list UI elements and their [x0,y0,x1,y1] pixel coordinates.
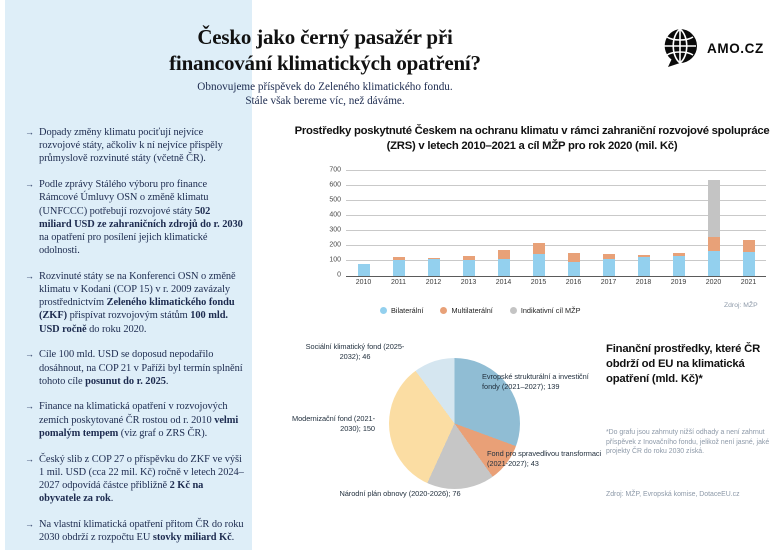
sidebar-bullet-6 [25,453,245,506]
bar-group [521,171,556,286]
y-axis-tick-label: 600 [329,181,341,189]
bar-group [346,171,381,286]
sidebar-bullet-text: Rozvinuté státy se na Konferenci OSN o změně klimatu v Kodani (COP 15) v r. 2009 zavázaly prostřednictvím Zeleného klimatického fondu (ZKF) přispívat rozvojovým státům 100 mld. USD ročně do roku 2020. [39,270,236,335]
y-axis-tick-label: 400 [329,211,341,219]
x-axis-tick-label: 2021 [740,279,757,286]
bar-group [416,171,451,286]
legend-item [380,306,423,315]
bar-stack [533,171,545,276]
bar-stack [358,171,370,276]
bar-group [486,171,521,286]
bar-stack [708,171,720,276]
page-title-line-1: Česko jako černý pasažér při [197,25,453,49]
page-title-line-2: financování klimatických opatření? [169,51,481,75]
pie-chart-footnote: *Do grafu jsou zahrnuty nižší odhady a není zahrnut příspěvek z Inovačního fondu, jelikož není jasné, jaké projekty ČR do roku 2030 získá. [606,429,770,456]
sidebar-bullet-3 [25,270,245,336]
bar-group [661,171,696,286]
page-subtitle-line-1: Obnovujeme příspěvek do Zeleného klimatického fondu. [197,81,453,93]
bar-group [731,171,766,286]
pie-label-social-climate-fund: Sociální klimatický fond (2025-2032); 46 [305,342,405,361]
page-subtitle-line-2: Stále však bereme víc, než dáváme. [245,95,405,107]
sidebar-bullet-5 [25,400,245,440]
x-axis-tick-label: 2016 [565,279,582,286]
y-axis-tick-label: 0 [337,271,341,279]
bar-chart [308,165,770,293]
bar-group [451,171,486,286]
legend-color-swatch [380,307,387,314]
arrow-right-icon: → [25,179,34,190]
bar-stack [498,171,510,276]
bar-segment-multilateral [568,253,580,262]
bar-segment-bilateral [428,259,440,276]
legend-item [510,306,581,315]
pie-chart [277,336,607,541]
bar-stack [428,171,440,276]
arrow-right-icon: → [25,453,34,464]
bar-segment-bilateral [638,257,650,276]
x-axis-tick-label: 2018 [635,279,652,286]
x-axis-tick-label: 2013 [460,279,477,286]
arrow-right-icon: → [25,270,34,281]
bar-chart-bars [346,171,766,286]
pie-chart-source: Zdroj: MŽP, Evropská komise, DotaceEU.cz [606,491,740,498]
bar-stack [743,171,755,276]
sidebar-bullet-list [25,126,245,550]
bar-group [696,171,731,286]
y-axis-tick-label: 500 [329,196,341,204]
arrow-right-icon: → [25,127,34,137]
bar-group [626,171,661,286]
sidebar-bullet-text: Na vlastní klimatická opatření přitom ČR do roku 2030 obdrží z rozpočtu EU stovky miliard Kč. [39,518,244,544]
bar-segment-multilateral [498,250,510,259]
y-axis-tick-label: 700 [329,166,341,174]
bar-segment-multilateral [533,243,545,254]
bar-segment-multilateral [708,237,720,252]
bar-segment-bilateral [568,262,580,276]
sidebar-bullet-7 [25,518,245,544]
legend-color-swatch [440,307,447,314]
bar-group [591,171,626,286]
bar-chart-title: Prostředky poskytnuté Českem na ochranu klimatu v rámci zahraniční rozvojové spolupráce (ZRS) v letech 2010–2021 a cíl MŽP pro rok 2020 (mil. Kč) [294,125,770,152]
brand-name: AMO.CZ [707,40,764,56]
arrow-right-icon: → [25,518,34,529]
bar-stack [568,171,580,276]
legend-item [440,306,492,315]
sidebar-bullet-text: Finance na klimatická opatření v rozvojových zemích poskytované ČR rostou od r. 2010 velmi pomalým tempem (viz graf o ZRS ČR). [39,401,239,439]
y-axis-tick-label: 300 [329,226,341,234]
legend-label: Multilaterální [451,306,493,315]
x-axis-tick-label: 2017 [600,279,617,286]
arrow-right-icon: → [25,349,34,360]
pie-label-esif: Evropské strukturální a investiční fondy (2021–2027); 139 [482,372,589,391]
x-axis-tick-label: 2011 [390,279,407,286]
x-axis-tick-label: 2014 [495,279,512,286]
x-axis-tick-label: 2010 [355,279,372,286]
bar-group [381,171,416,286]
pie-chart-heading: Finanční prostředky, které ČR obdrží od EU na klimatická opatření (mld. Kč)* [606,343,761,385]
sidebar-bullet-4 [25,348,245,388]
bar-segment-bilateral [673,256,685,276]
bar-stack [673,171,685,276]
sidebar-bullet-text: Dopady změny klimatu pociťují nejvíce rozvojové státy, ačkoliv k ní nejvíce přispěly průmyslově rozvinuté státy (včetně ČR). [39,127,223,165]
bar-segment-multilateral [743,240,755,252]
y-axis-tick-label: 100 [329,256,341,264]
bar-segment-bilateral [498,259,510,276]
bar-chart-source: Zdroj: MŽP [724,302,758,309]
sidebar-bullet-1 [25,126,245,166]
y-axis-tick-label: 200 [329,241,341,249]
pie-label-national-recovery-plan: Národní plán obnovy (2020-2026); 76 [339,489,461,498]
x-axis-tick-label: 2019 [670,279,687,286]
sidebar-bullet-2 [25,178,245,257]
bar-chart-plot-area [329,166,766,286]
legend-label: Indikativní cíl MŽP [520,306,581,315]
bar-stack [638,171,650,276]
pie-label-just-transition-fund: Fond pro spravedlivou transformaci (2021-2027); 43 [487,449,602,468]
bar-stack [393,171,405,276]
sidebar-bullet-text: Cíle 100 mld. USD se doposud nepodařilo dosáhnout, na COP 21 v Paříži byl termín splnění tohoto cíle posunut do r. 2025. [39,349,243,387]
sidebar-bullet-text: Český slib z COP 27 o příspěvku do ZKF ve výši 1 mil. USD (cca 22 mil. Kč) ročně v letech 2024–2027 odpovídá částce přibližně 2 Kč na obyvatele za rok. [39,453,244,505]
bar-segment-bilateral [743,252,755,276]
bar-segment-bilateral [463,260,475,276]
bar-segment-bilateral [708,251,720,276]
bar-stack [603,171,615,276]
bar-segment-bilateral [358,264,370,276]
bar-segment-bilateral [393,260,405,276]
bar-segment-bilateral [533,254,545,277]
legend-color-swatch [510,307,517,314]
main-content [252,0,779,550]
legend-label: Bilaterální [391,306,424,315]
bar-stack [463,171,475,276]
bar-group [556,171,591,286]
bar-chart-legend [380,306,580,315]
x-axis-tick-label: 2012 [425,279,442,286]
x-axis-tick-label: 2015 [530,279,547,286]
pie-label-modernisation-fund: Modernizační fond (2021-2030); 150 [291,414,375,433]
sidebar-bullet-text: Podle zprávy Stálého výboru pro finance Rámcové Úmluvy OSN o změně klimatu (UNFCCC) potřebují rozvojové státy 502 miliard USD ze zahraničních zdrojů do r. 2030 na opatření pro posílení jejich klimatické odolnosti. [39,179,243,257]
x-axis-tick-label: 2020 [705,279,722,286]
bar-segment-bilateral [603,259,615,276]
arrow-right-icon: → [25,401,34,412]
